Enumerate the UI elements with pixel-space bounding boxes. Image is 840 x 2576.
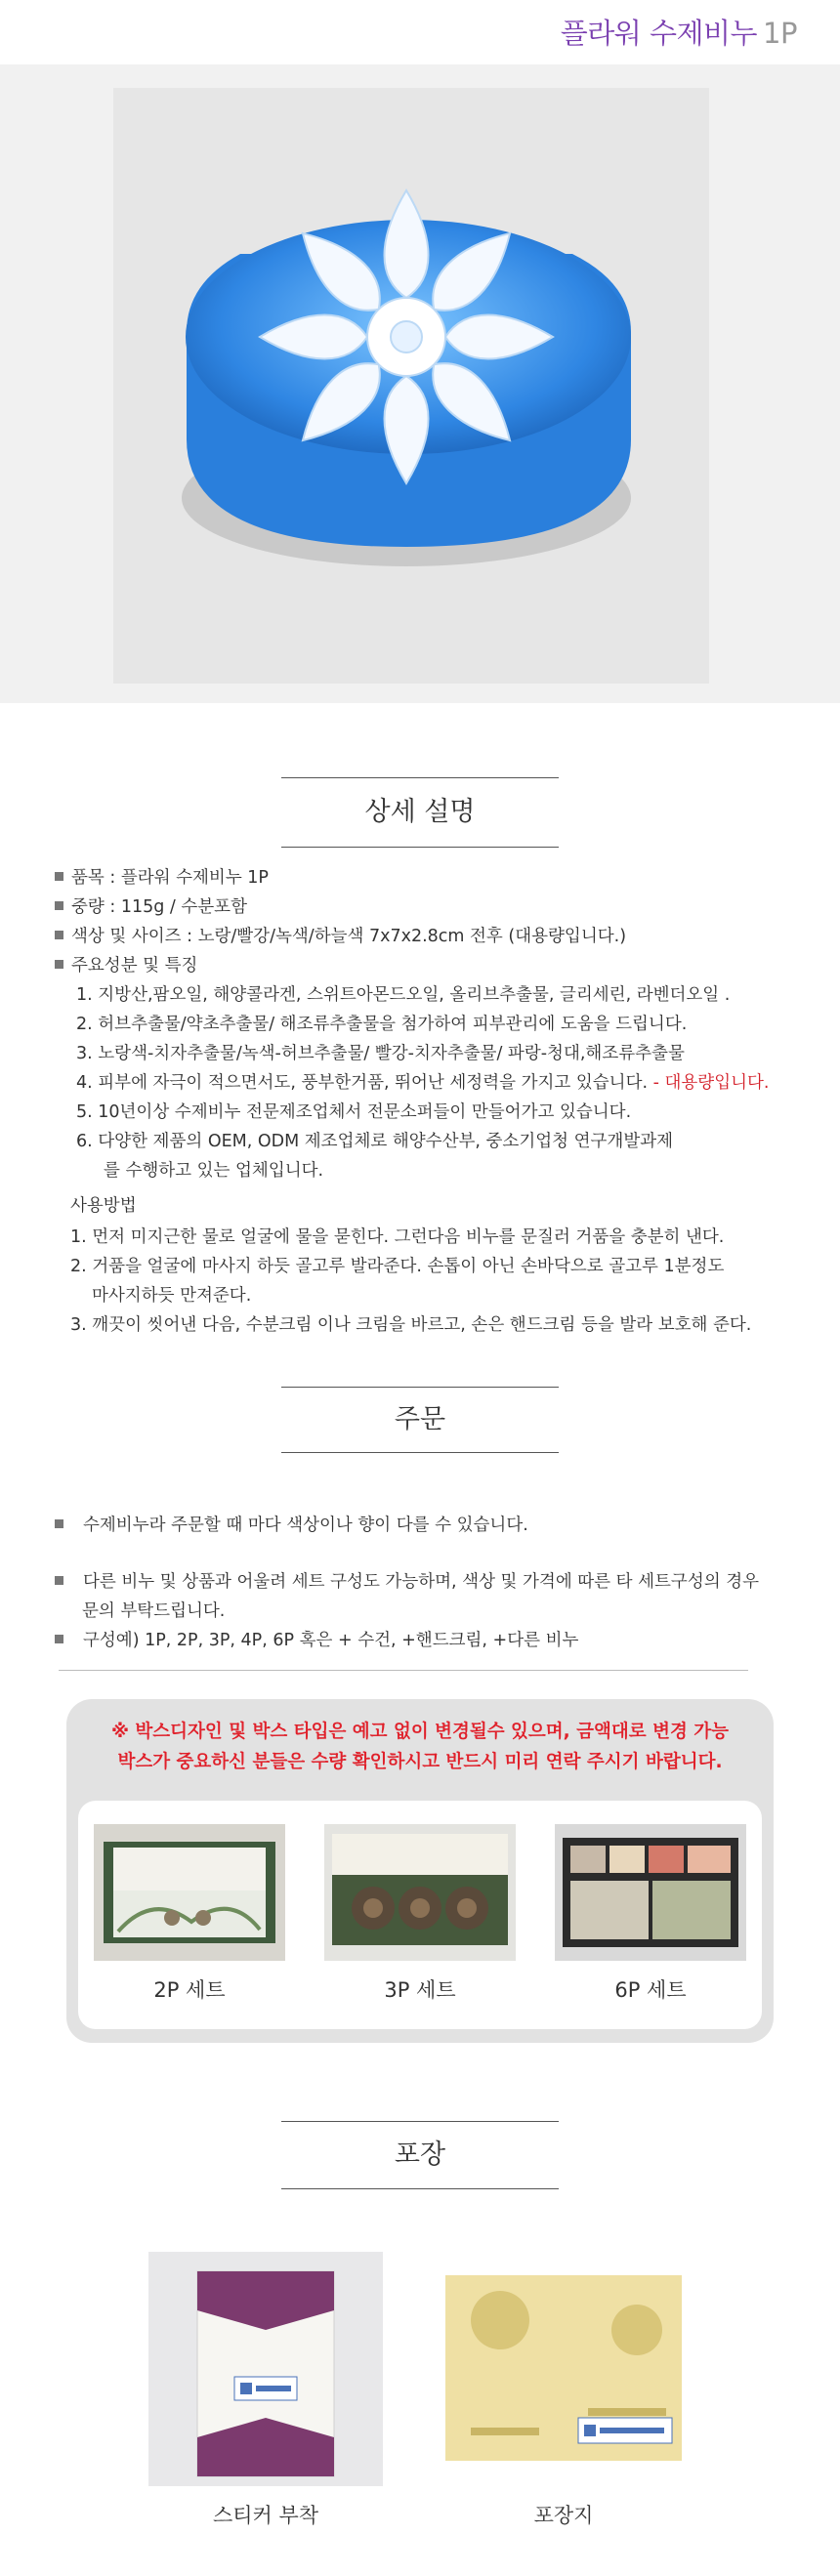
product-qty: 1P (763, 17, 797, 50)
usage-step-2: 2. 거품을 얼굴에 마사지 하듯 골고루 발라준다. 손톱이 아닌 손바닥으로 골고루 1분정도 (70, 1257, 725, 1276)
spec-weight: 중량 : 115g / 수분포함 (55, 893, 797, 922)
hero-section (0, 64, 840, 703)
flower-soap-photo (113, 88, 709, 684)
set-item-2p (94, 1824, 285, 2004)
set-label-6p: 6P 세트 (614, 1978, 687, 2002)
notice-box (66, 1699, 774, 2043)
feature-6: 6. 다양한 제품의 OEM, ODM 제조업체로 해양수산부, 중소기업청 연구개발과제 (76, 1132, 674, 1151)
bullet-icon (55, 1635, 63, 1643)
usage-head: 사용방법 (70, 1196, 137, 1216)
bullet-icon (55, 901, 63, 910)
notice-line-2: 박스가 중요하신 분들은 수량 확인하시고 반드시 미리 연락 주시기 바랍니다. (117, 1752, 723, 1772)
usage-step-3: 3. 깨끗이 씻어낸 다음, 수분크림 이나 크림을 바르고, 손은 핸드크림 등을 발라 보호해 준다. (70, 1315, 752, 1335)
product-name: 플라워 수제비누 (560, 17, 758, 50)
feature-4-highlight: - 대용량입니다. (648, 1073, 770, 1093)
bullet-icon (55, 1519, 63, 1528)
order-list (55, 1511, 797, 1655)
bullet-icon (55, 931, 63, 939)
wrapping-paper-photo (441, 2252, 686, 2486)
usage-section (70, 1191, 813, 1340)
feature-2: 2. 허브추출물/약초추출물/ 해조류추출물을 첨가하여 피부관리에 도움을 드립니다. (76, 1015, 688, 1034)
spec-product: 품목 : 플라워 수제비누 1P (55, 863, 797, 893)
spec-color-size: 색상 및 사이즈 : 노랑/빨강/녹색/하늘색 7x7x2.8cm 전후 (대용량입니다.) (55, 922, 797, 951)
bullet-icon (55, 872, 63, 881)
section-title-packaging: 포장 (281, 2121, 559, 2189)
feature-6-cont: 를 수행하고 있는 업체입니다. (104, 1161, 324, 1181)
section-title-detail: 상세 설명 (281, 777, 559, 848)
order-item-2-cont: 문의 부탁드립니다. (82, 1601, 226, 1621)
section-title-order: 주문 (281, 1387, 559, 1453)
pkg-item-sticker (148, 2252, 383, 2529)
page-header (0, 0, 840, 64)
bullet-icon (55, 1576, 63, 1585)
set-2p-photo (94, 1824, 285, 1961)
divider (59, 1670, 748, 1671)
notice-line-1: ※ 박스디자인 및 박스 타입은 예고 없이 변경될수 있으며, 금액대로 변경 가능 (111, 1722, 729, 1742)
usage-step-1: 1. 먼저 미지근한 물로 얼굴에 물을 묻힌다. 그런다음 비누를 문질러 거품을 충분히 낸다. (70, 1227, 725, 1247)
feature-3: 3. 노랑색-치자추출물/녹색-허브추출물/ 빨강-치자추출물/ 파랑-청대,해조류추출물 (76, 1044, 685, 1063)
order-item-1: 수제비누라 주문할 때 마다 색상이나 향이 다를 수 있습니다. (55, 1511, 797, 1540)
pkg-label-sticker: 스티커 부착 (212, 2504, 319, 2527)
spec-list (55, 863, 797, 1185)
bullet-icon (55, 960, 63, 969)
feature-1: 1. 지방산,팜오일, 해양콜라겐, 스위트아몬드오일, 올리브추출물, 글리세린, 라벤더오일 . (76, 985, 731, 1005)
notice-text (66, 1717, 774, 1777)
order-item-2: 다른 비누 및 상품과 어울려 세트 구성도 가능하며, 색상 및 가격에 따른 타 세트구성의 경우 (55, 1567, 797, 1597)
order-item-3: 구성예) 1P, 2P, 3P, 4P, 6P 혹은 + 수건, +핸드크림, +다른 비누 (55, 1626, 797, 1655)
sticker-box-photo (148, 2252, 383, 2486)
pkg-label-wrap: 포장지 (533, 2504, 594, 2527)
feature-5: 5. 10년이상 수제비누 전문제조업체서 전문소퍼들이 만들어가고 있습니다. (76, 1102, 632, 1122)
set-gallery (78, 1801, 762, 2029)
set-label-2p: 2P 세트 (153, 1978, 226, 2002)
pkg-item-wrap (441, 2252, 686, 2529)
spec-ingredients-head: 주요성분 및 특징 (55, 951, 797, 980)
set-item-6p (555, 1824, 746, 2004)
set-3p-photo (324, 1824, 516, 1961)
set-item-3p (324, 1824, 516, 2004)
feature-4: 4. 피부에 자극이 적으면서도, 풍부한거품, 뛰어난 세정력을 가지고 있습니다. - 대용량입니다. (76, 1073, 770, 1093)
usage-step-2-cont: 마사지하듯 만져준다. (92, 1286, 252, 1306)
product-title (561, 12, 797, 52)
set-label-3p: 3P 세트 (384, 1978, 456, 2002)
set-6p-photo (555, 1824, 746, 1961)
